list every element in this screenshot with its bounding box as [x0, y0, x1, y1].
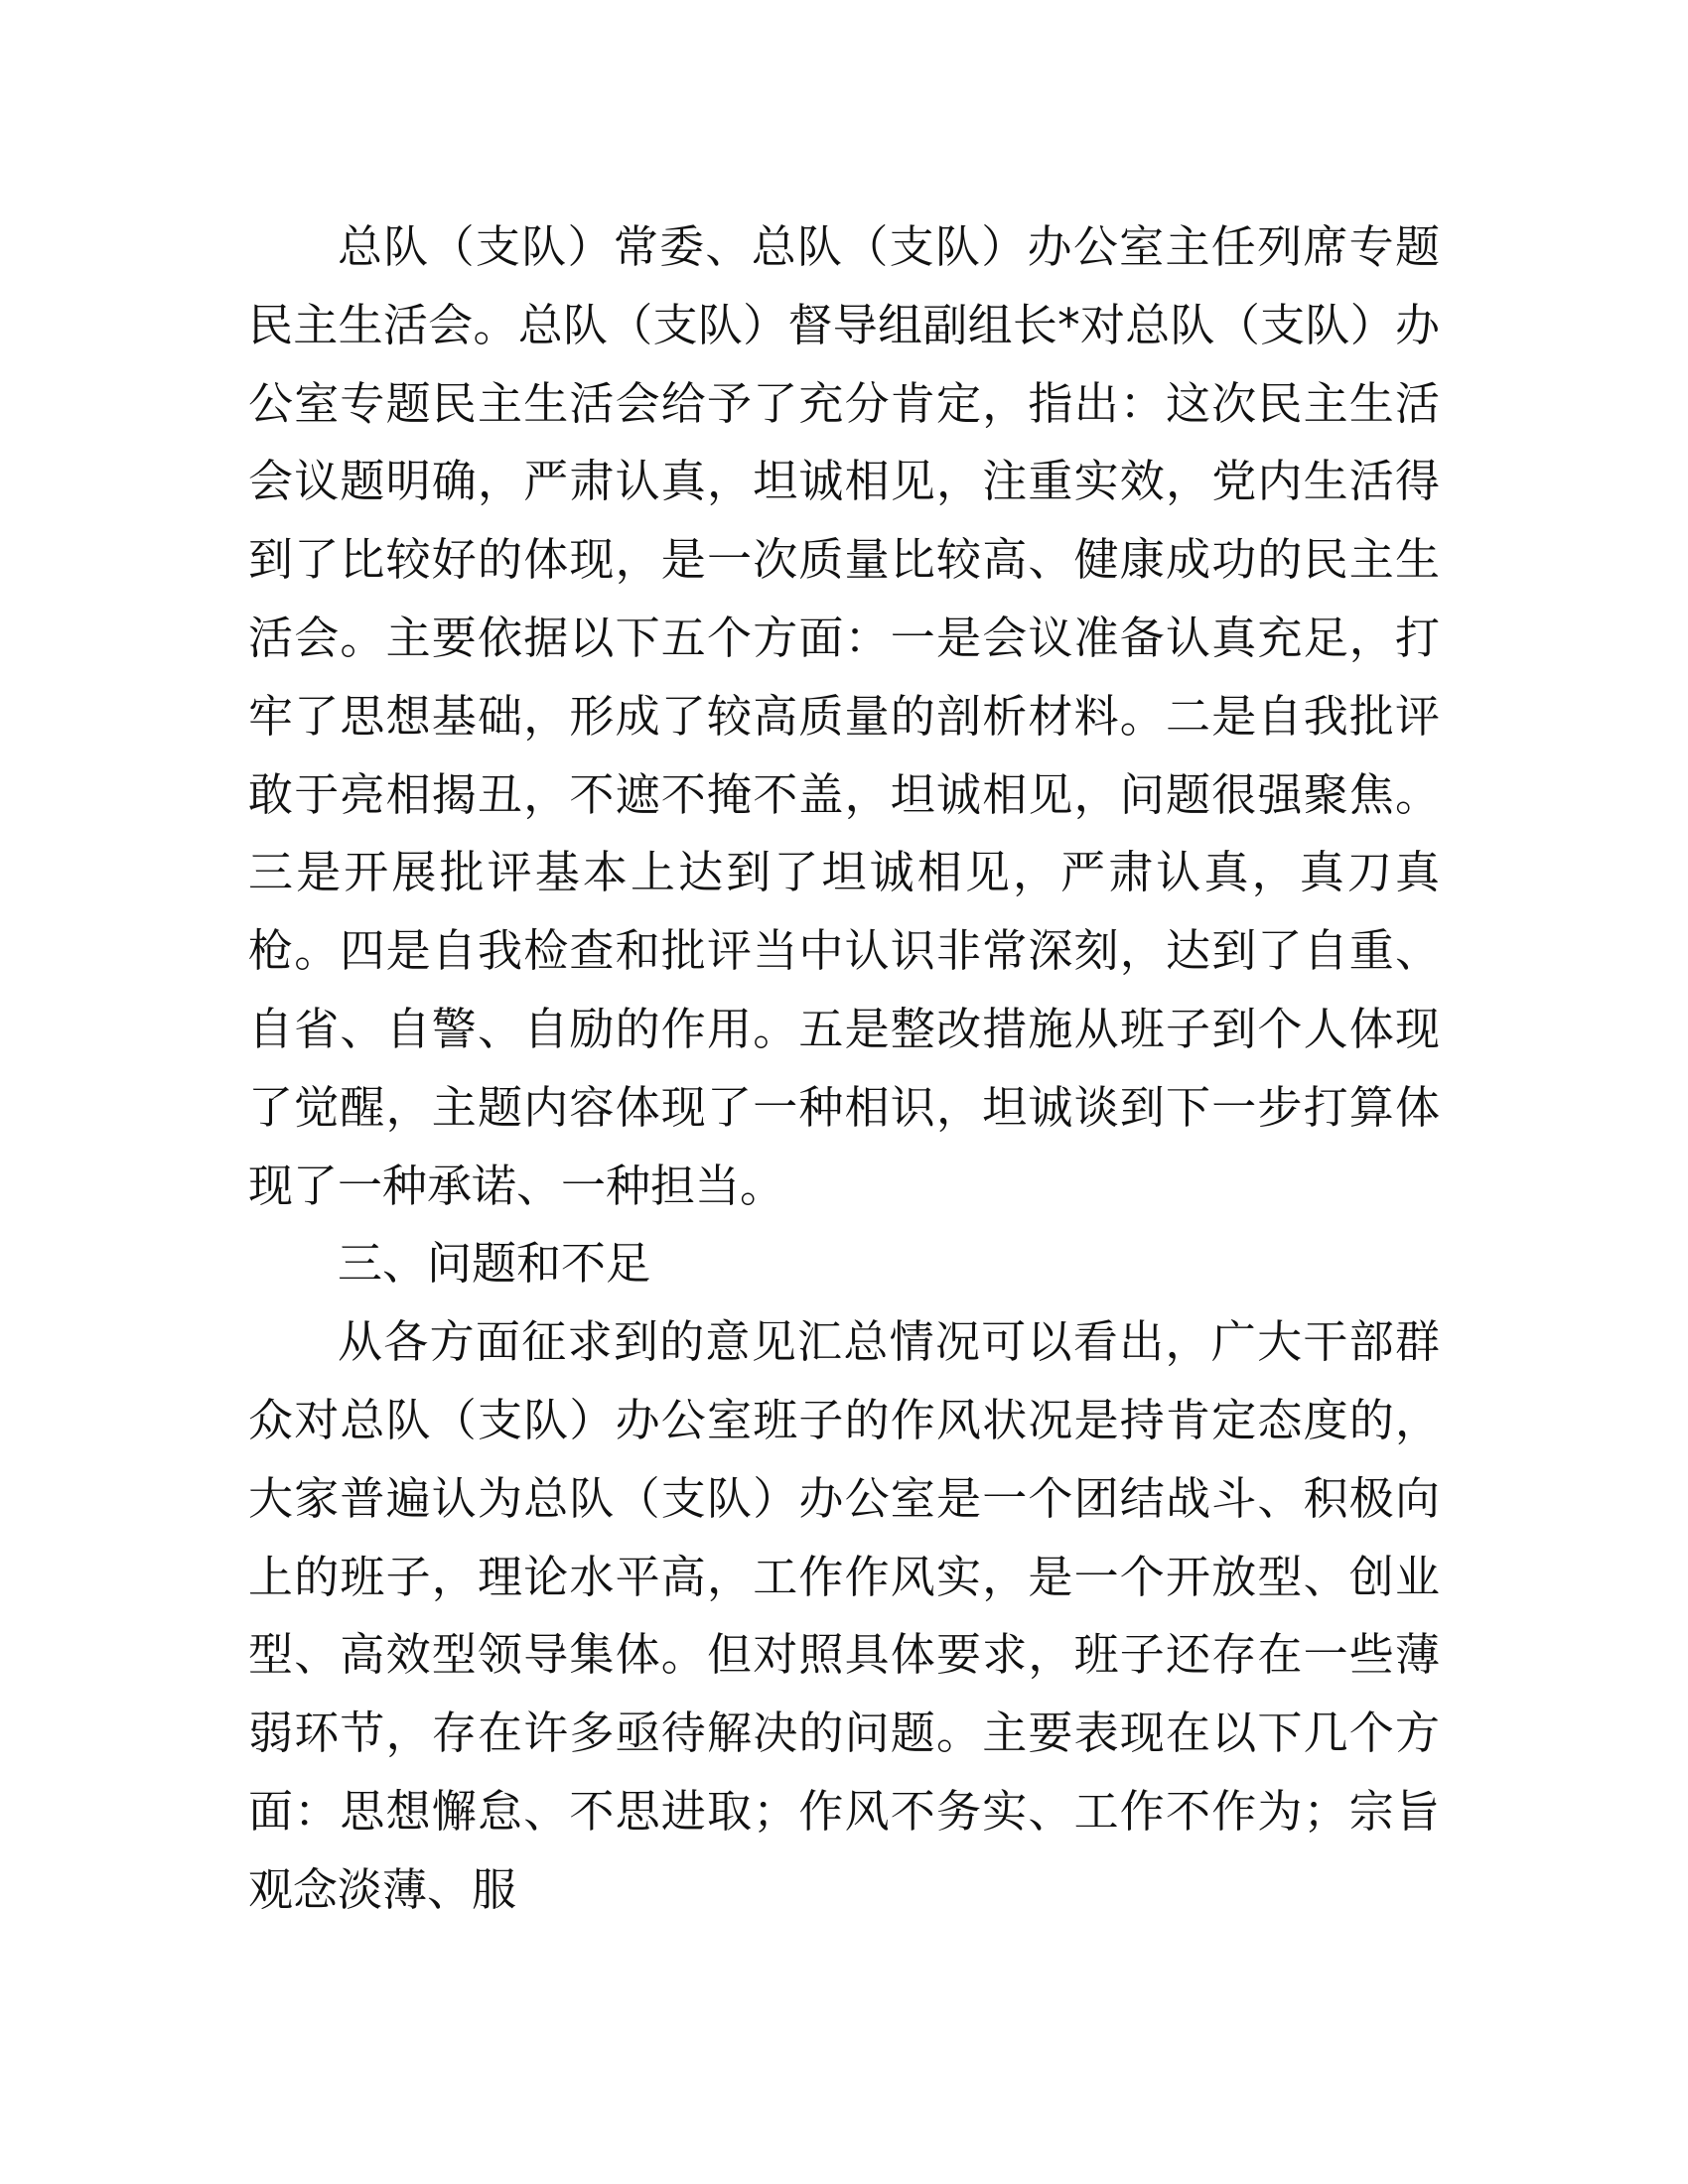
body-paragraph-2: 从各方面征求到的意见汇总情况可以看出，广大干部群众对总队（支队）办公室班子的作风状况是持肯定态度的，大家普遍认为总队（支队）办公室是一个团结战斗、积极向上的班子，理论水平高，工作作风实，是一个开放型、创业型、高效型领导集体。但对照具体要求，班子还存在一些薄弱环节，存在许多亟待解决的问题。主要表现在以下几个方面：思想懈怠、不思进取；作风不务实、工作不作为；宗旨观念淡薄、服	[248, 1315, 1440, 1916]
section-heading: 三、问题和不足	[338, 1237, 651, 1291]
document-body	[248, 208, 1440, 1930]
body-paragraph-1: 总队（支队）常委、总队（支队）办公室主任列席专题民主生活会。总队（支队）督导组副组长*对总队（支队）办公室专题民主生活会给予了充分肯定，指出：这次民主生活会议题明确，严肃认真，坦诚相见，注重实效，党内生活得到了比较好的体现，是一次质量比较高、健康成功的民主生活会。主要依据以下五个方面：一是会议准备认真充足，打牢了思想基础，形成了较高质量的剖析材料。二是自我批评敢于亮相揭丑，不遮不掩不盖，坦诚相见，问题很强聚焦。三是开展批评基本上达到了坦诚相见，严肃认真，真刀真枪。四是自我检查和批评当中认识非常深刻，达到了自重、自省、自警、自励的作用。五是整改措施从班子到个人体现了觉醒，主题内容体现了一种相识，坦诚谈到下一步打算体现了一种承诺、一种担当。	[248, 220, 1440, 1212]
